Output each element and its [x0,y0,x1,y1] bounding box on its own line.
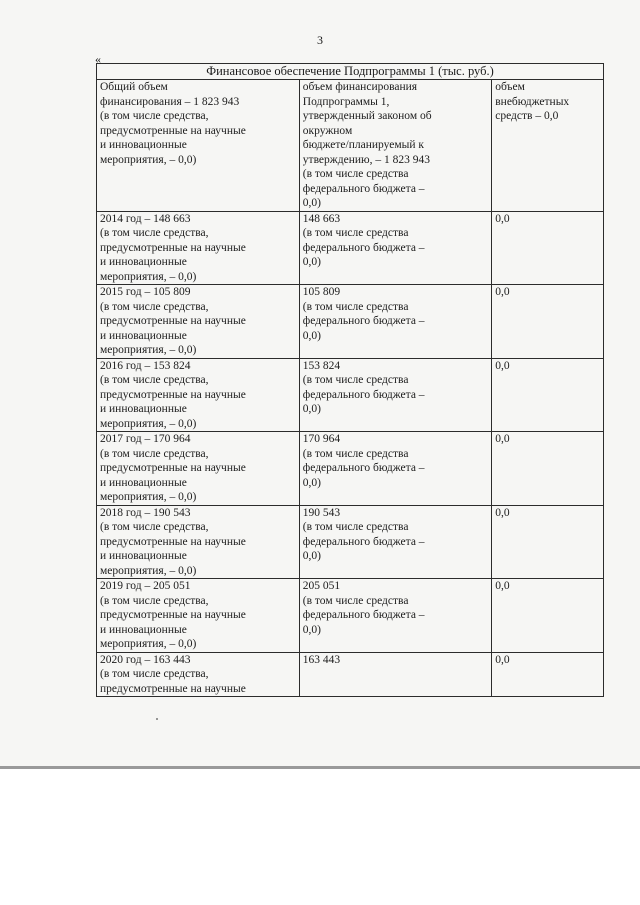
amount-value: 153 824 [302,359,341,372]
extrabudgetary-value: 0,0 [495,359,510,372]
amount-cell [299,652,491,697]
amount-cell [299,358,491,432]
amount-cell [299,505,491,579]
year-note: (в том числе средства, предусмотренные на научные [100,668,246,695]
extrabudgetary-cell [492,432,604,506]
extrabudgetary-value: 0,0 [495,580,510,592]
table-row [97,652,604,697]
amount-cell [299,211,491,285]
year-note: (в том числе средства, предусмотренные на научные и инновационные мероприятия, – 0,0) [100,300,246,356]
extrabudgetary-cell [492,505,604,579]
year-cell [97,579,300,653]
amount-note: (в том числе средства федерального бюджета – 0,0) [302,521,425,562]
year-cell [97,358,300,432]
year-cell [97,211,300,285]
year-note: (в том числе средства, предусмотренные на научные и инновационные мероприятия, – 0,0) [100,374,246,430]
year-cell [97,652,300,697]
amount-cell [299,579,491,653]
extrabudgetary-cell [492,285,604,359]
extrabudgetary-cell [492,358,604,432]
table-row [97,432,604,506]
header-subprogram-text: объем финансирования Подпрограммы 1, утвержденный законом об окружном бюджете/планируемый к утверждению, – 1 823 943 (в том числе средства федерального бюджета – 0,0) [302,81,432,209]
table-header-row [97,80,604,212]
amount-value: 190 543 [302,506,341,519]
extrabudgetary-value: 0,0 [495,653,510,666]
header-total-financing [97,80,300,212]
page-number: 3 [317,33,323,47]
year-total: 2019 год – 205 051 [100,580,191,592]
year-cell [97,505,300,579]
year-note: (в том числе средства, предусмотренные на научные и инновационные мероприятия, – 0,0) [100,227,246,283]
amount-note: (в том числе средства федерального бюджета – 0,0) [302,227,425,268]
table-row [97,505,604,579]
header-subprogram-financing [299,80,491,212]
year-total: 2016 год – 153 824 [100,359,191,372]
extrabudgetary-value: 0,0 [495,433,510,445]
year-cell [97,285,300,359]
year-note: (в том числе средства, предусмотренные на научные и инновационные мероприятия, – 0,0) [100,447,246,503]
table-row [97,358,604,432]
year-total: 2017 год – 170 964 [100,433,191,445]
extrabudgetary-cell [492,579,604,653]
header-extrabudgetary [492,80,604,212]
table-row [97,211,604,285]
table-row [97,579,604,653]
extrabudgetary-cell [492,211,604,285]
financing-table [96,63,604,697]
year-cell [97,432,300,506]
amount-value: 163 443 [302,653,341,666]
extrabudgetary-cell [492,652,604,697]
amount-cell [299,432,491,506]
amount-cell [299,285,491,359]
amount-value: 205 051 [302,580,341,592]
table-row [97,285,604,359]
table-title: Финансовое обеспечение Подпрограммы 1 (тыс. руб.) [97,64,604,80]
amount-value: 105 809 [302,286,341,298]
amount-note: (в том числе средства федерального бюджета – 0,0) [302,447,425,489]
table-title-row [97,64,604,80]
header-extrabudgetary-text: объем внебюджетных средств – 0,0 [495,81,570,122]
year-note: (в том числе средства, предусмотренные на научные и инновационные мероприятия, – 0,0) [100,594,246,650]
year-total: 2014 год – 148 663 [100,212,191,225]
extrabudgetary-value: 0,0 [495,212,510,225]
extrabudgetary-value: 0,0 [495,506,510,519]
year-note: (в том числе средства, предусмотренные на научные и инновационные мероприятия, – 0,0) [100,521,246,577]
amount-note: (в том числе средства федерального бюджета – 0,0) [302,594,425,636]
opening-quote-mark: « [95,52,101,66]
amount-note: (в том числе средства федерального бюджета – 0,0) [302,300,425,342]
amount-value: 170 964 [302,433,341,445]
header-total-text: Общий объем финансирования – 1 823 943 (в том числе средства, предусмотренные на научные и инновационные мероприятия, – 0,0) [100,81,246,166]
extrabudgetary-value: 0,0 [495,286,510,298]
scan-speck [156,718,158,720]
amount-value: 148 663 [302,212,341,225]
year-total: 2020 год – 163 443 [100,653,191,666]
year-total: 2015 год – 105 809 [100,286,191,298]
scan-bottom-edge [0,766,640,769]
year-total: 2018 год – 190 543 [100,506,191,519]
amount-note: (в том числе средства федерального бюджета – 0,0) [302,374,425,415]
